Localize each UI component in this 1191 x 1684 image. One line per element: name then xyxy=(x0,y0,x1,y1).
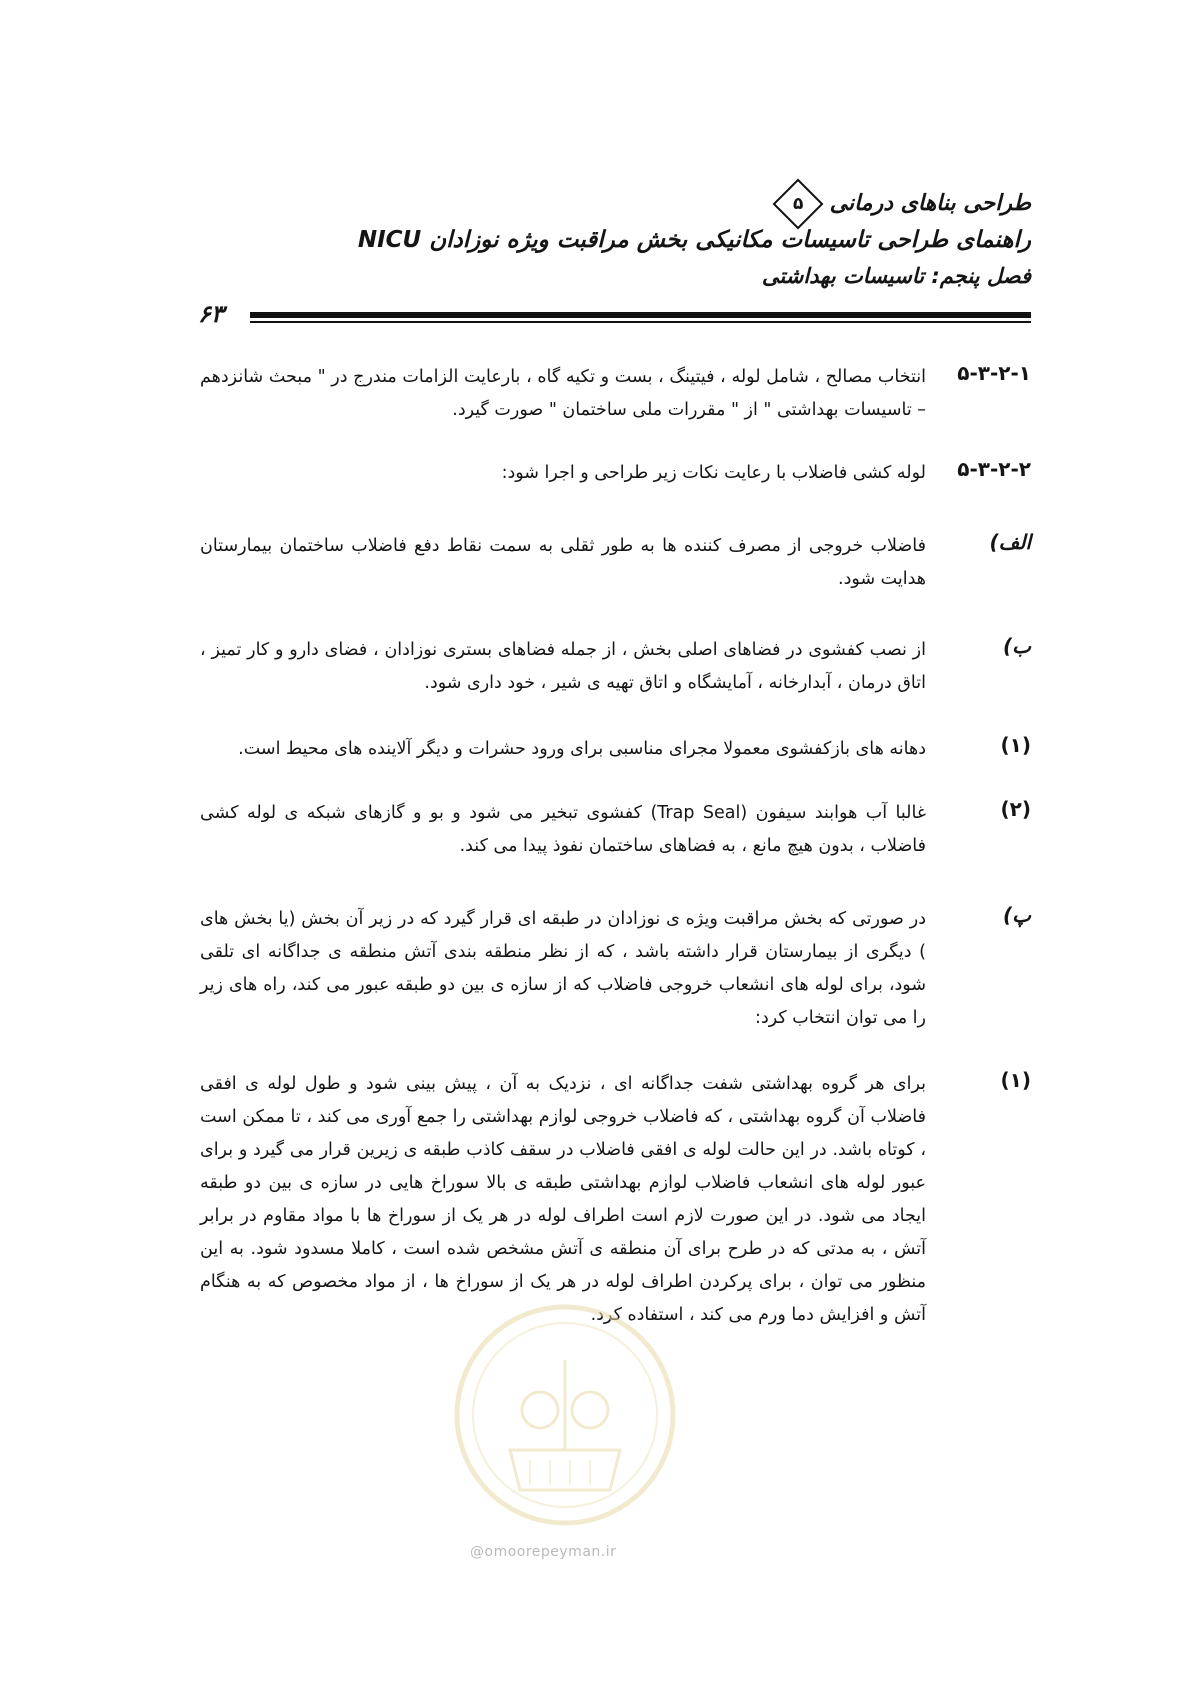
item-letter: پ) xyxy=(1003,903,1031,927)
item-text: در صورتی که بخش مراقبت ویژه ی نوزادان در طبقه ای قرار گیرد که در زیر آن بخش (یا بخش های ) دیگری از بیمارستان قرار داشته باشد ، که از نظر منطقه بندی آتش منطقه ی جداگانه ای تلقی شود، برای لوله های انشعاب خروجی فاضلاب که از سازه ی بین دو طبقه عبور می کند، راه های زیر را می توان انتخاب کرد: xyxy=(200,909,926,1028)
item-alef xyxy=(200,530,1031,596)
header-rule xyxy=(198,300,1031,328)
item-letter: ب) xyxy=(1003,634,1031,658)
watermark-url: @omoorepeyman.ir xyxy=(470,1544,617,1560)
clause-5-3-2-1 xyxy=(200,361,1031,427)
subitem-2 xyxy=(200,797,1031,863)
chapter-title: فصل پنجم: تاسیسات بهداشتی xyxy=(761,264,1031,288)
clause-number: ۵-۳-۲-۱ xyxy=(957,361,1031,385)
header-rule-thin xyxy=(250,321,1031,323)
clause-text: انتخاب مصالح ، شامل لوله ، فیتینگ ، بست و تکیه گاه ، بارعایت الزامات مندرج در " مبحث شانزدهم – تاسیسات بهداشتی " از " مقررات ملی ساختمان " صورت گیرد. xyxy=(200,367,926,420)
item-letter: الف) xyxy=(989,530,1031,554)
subitem-text: برای هر گروه بهداشتی شفت جداگانه ای ، نزدیک به آن ، پیش بینی شود و طول لوله ی افقی فاضلاب آن گروه بهداشتی ، که فاضلاب خروجی لوازم بهداشتی را جمع آوری می کند ، تا ممکن است ، کوتاه باشد. در این حالت لوله ی افقی فاضلاب در سقف کاذب طبقه ی زیرین قرار می گیرد و برای عبور لوله های انشعاب فاضلاب لوازم بهداشتی طبقه ی بالا سوراخ هایی در سازه ی بین دو طبقه ایجاد می شود. در این صورت لازم است اطراف لوله در هر یک از سوراخ ها با مواد مقاوم در برابر آتش ، به مدتی که در طرح برای آن منطقه ی آتش مشخص شده است ، کاملا مسدود شود. به این منظور می توان ، برای پرکردن اطراف لوله در هر یک از سوراخ ها ، از مواد مخصوص که به هنگام آتش و افزایش دما ورم می کند ، استفاده کرد. xyxy=(200,1074,926,1325)
series-title-row xyxy=(358,186,1031,222)
header-rule-thick xyxy=(250,312,1031,318)
item-be xyxy=(200,634,1031,700)
subitem-pe-1 xyxy=(200,1068,1031,1332)
subitem-text: دهانه های بازکفشوی معمولا مجرای مناسبی برای ورود حشرات و دیگر آلاینده های محیط است. xyxy=(238,739,926,759)
item-pe xyxy=(200,903,1031,1035)
clause-5-3-2-2 xyxy=(200,457,1031,490)
volume-badge: ۵ xyxy=(772,179,823,230)
series-title: طراحی بناهای درمانی xyxy=(829,191,1031,216)
subitem-number: (۲) xyxy=(1000,797,1031,821)
page-number: ۶۳ xyxy=(198,300,224,328)
clause-text: لوله کشی فاضلاب با رعایت نکات زیر طراحی و اجرا شود: xyxy=(501,463,926,483)
seal-watermark xyxy=(450,1300,680,1530)
item-text: فاضلاب خروجی از مصرف کننده ها به طور ثقلی به سمت نقاط دفع فاضلاب ساختمان بیمارستان هدایت شود. xyxy=(200,536,926,589)
subitem-number: (۱) xyxy=(1000,1068,1031,1092)
subitem-number: (۱) xyxy=(1000,733,1031,757)
clause-number: ۵-۳-۲-۲ xyxy=(957,457,1031,481)
guide-title: راهنمای طراحی تاسیسات مکانیکی بخش مراقبت ویژه نوزادان NICU xyxy=(357,227,1031,253)
document-header xyxy=(358,186,1031,294)
subitem-text: غالبا آب هوابند سیفون (Trap Seal) کفشوی تبخیر می شود و بو و گازهای شبکه ی لوله کشی فاضلاب ، بدون هیچ مانع ، به فضاهای ساختمان نفوذ پیدا می کند. xyxy=(200,803,926,856)
item-text: از نصب کفشوی در فضاهای اصلی بخش ، از جمله فضاهای بستری نوزادان ، فضای دارو و کار تمیز ، اتاق درمان ، آبدارخانه ، آمایشگاه و اتاق تهیه ی شیر ، خود داری شود. xyxy=(200,640,926,693)
subitem-1 xyxy=(200,733,1031,766)
